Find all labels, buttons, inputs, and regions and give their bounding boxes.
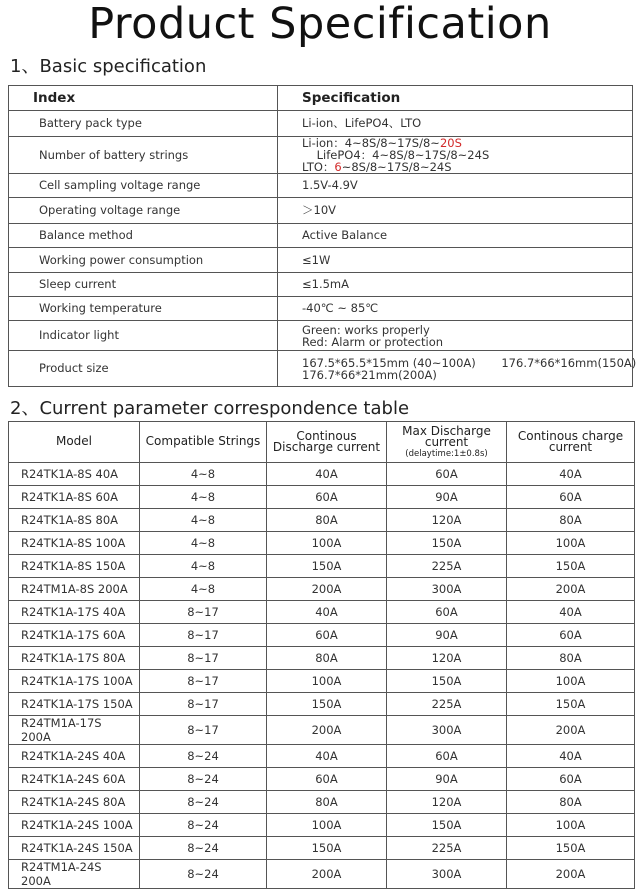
strings-cell: 8~24: [140, 768, 267, 791]
table-row: [9, 174, 633, 198]
discharge-cell: 150A: [267, 693, 387, 716]
discharge-cell: 100A: [267, 532, 387, 555]
table-row: [9, 745, 635, 768]
strings-cell: 8~17: [140, 670, 267, 693]
header-charge: [507, 422, 635, 463]
index-cell: Product size: [9, 351, 278, 387]
header-model: Model: [9, 422, 140, 463]
model-cell: R24TK1A-24S 150A: [9, 837, 140, 860]
discharge-cell: 80A: [267, 647, 387, 670]
param-table-body: [9, 463, 635, 889]
charge-cell: 40A: [507, 463, 635, 486]
index-cell: Indicator light: [9, 321, 278, 351]
max-discharge-cell: 300A: [387, 716, 507, 745]
table-row: [9, 647, 635, 670]
discharge-cell: 100A: [267, 814, 387, 837]
table-row: [9, 248, 633, 273]
table-row: [9, 351, 633, 387]
index-cell: Number of battery strings: [9, 137, 278, 174]
charge-cell: 80A: [507, 647, 635, 670]
charge-cell: 60A: [507, 768, 635, 791]
spec-cell: Li-ion、LifePO4、LTO: [278, 111, 633, 137]
charge-cell: 80A: [507, 791, 635, 814]
max-discharge-cell: 120A: [387, 791, 507, 814]
table-row: [9, 532, 635, 555]
model-cell: R24TK1A-8S 80A: [9, 509, 140, 532]
max-discharge-cell: 150A: [387, 670, 507, 693]
header-discharge: [267, 422, 387, 463]
strings-cell: 8~17: [140, 601, 267, 624]
discharge-cell: 150A: [267, 837, 387, 860]
table-row: [9, 321, 633, 351]
header-line: Discharge current: [272, 440, 381, 454]
current-parameter-table: [8, 421, 635, 889]
model-cell: R24TK1A-24S 80A: [9, 791, 140, 814]
basic-table-header: [9, 86, 633, 111]
charge-cell: 200A: [507, 716, 635, 745]
strings-cell: 8~24: [140, 745, 267, 768]
strings-cell: 8~17: [140, 647, 267, 670]
spec-line: Green: works properly: [302, 322, 430, 337]
max-discharge-cell: 300A: [387, 860, 507, 889]
model-cell: R24TM1A-24S 200A: [9, 860, 140, 889]
index-cell: Working power consumption: [9, 248, 278, 273]
table-row: [9, 693, 635, 716]
discharge-cell: 40A: [267, 463, 387, 486]
spec-cell: [278, 321, 633, 351]
strings-cell: 8~24: [140, 814, 267, 837]
table-row: [9, 716, 635, 745]
discharge-cell: 200A: [267, 578, 387, 601]
header-index: Index: [9, 86, 278, 111]
max-discharge-cell: 120A: [387, 509, 507, 532]
section-title-basic: 1、Basic specification: [10, 56, 207, 77]
header-spec: Specification: [278, 86, 633, 111]
header-line: Max Discharge: [402, 423, 491, 438]
spec-cell: 1.5V-4.9V: [278, 174, 633, 198]
table-row: [9, 555, 635, 578]
charge-cell: 200A: [507, 578, 635, 601]
spec-cell: Active Balance: [278, 224, 633, 248]
table-row: [9, 814, 635, 837]
max-discharge-cell: 60A: [387, 745, 507, 768]
discharge-cell: 150A: [267, 555, 387, 578]
model-cell: R24TM1A-8S 200A: [9, 578, 140, 601]
charge-cell: 200A: [507, 860, 635, 889]
header-max-discharge: [387, 422, 507, 463]
basic-spec-table: [8, 85, 637, 387]
header-line: Continous charge: [517, 428, 624, 443]
table-row: [9, 670, 635, 693]
max-discharge-cell: 90A: [387, 486, 507, 509]
discharge-cell: 200A: [267, 716, 387, 745]
spec-cell: ＞10V: [278, 198, 633, 224]
model-cell: R24TK1A-24S 100A: [9, 814, 140, 837]
charge-cell: 100A: [507, 670, 635, 693]
table-row: [9, 578, 635, 601]
charge-cell: 100A: [507, 814, 635, 837]
model-cell: R24TK1A-8S 100A: [9, 532, 140, 555]
charge-cell: 80A: [507, 509, 635, 532]
table-row: [9, 111, 633, 137]
strings-cell: 4~8: [140, 578, 267, 601]
spec-text: Li-ion：4~8S/8~17S/8~: [302, 136, 440, 150]
section-title-current: 2、Current parameter correspondence table: [10, 398, 410, 419]
model-cell: R24TM1A-17S 200A: [9, 716, 140, 745]
max-discharge-cell: 300A: [387, 578, 507, 601]
discharge-cell: 60A: [267, 486, 387, 509]
discharge-cell: 80A: [267, 509, 387, 532]
discharge-cell: 60A: [267, 624, 387, 647]
spec-cell: ≤1.5mA: [278, 273, 633, 297]
strings-cell: 4~8: [140, 509, 267, 532]
max-discharge-cell: 120A: [387, 647, 507, 670]
header-line: current: [548, 440, 593, 454]
discharge-cell: 60A: [267, 768, 387, 791]
table-row: [9, 224, 633, 248]
max-discharge-cell: 150A: [387, 532, 507, 555]
table-row: [9, 198, 633, 224]
strings-cell: 4~8: [140, 463, 267, 486]
spec-line: [302, 161, 628, 173]
table-row: [9, 137, 633, 174]
table-row: [9, 601, 635, 624]
charge-cell: 40A: [507, 601, 635, 624]
page-title: Product Specification: [88, 0, 552, 49]
table-row: [9, 463, 635, 486]
spec-cell: ≤1W: [278, 248, 633, 273]
spec-text: LTO：: [302, 160, 335, 174]
max-discharge-cell: 90A: [387, 768, 507, 791]
table-row: [9, 624, 635, 647]
charge-cell: 150A: [507, 693, 635, 716]
model-cell: R24TK1A-17S 60A: [9, 624, 140, 647]
strings-cell: 8~24: [140, 837, 267, 860]
strings-cell: 8~17: [140, 693, 267, 716]
model-cell: R24TK1A-8S 150A: [9, 555, 140, 578]
max-discharge-cell: 150A: [387, 814, 507, 837]
discharge-cell: 40A: [267, 745, 387, 768]
discharge-cell: 40A: [267, 601, 387, 624]
table-row: [9, 768, 635, 791]
index-cell: Working temperature: [9, 297, 278, 321]
model-cell: R24TK1A-24S 60A: [9, 768, 140, 791]
spec-line: 167.5*65.5*15mm (40~100A) 176.7*66*16mm(150A): [302, 355, 637, 370]
spec-text: ~8S/8~17S/8~24S: [341, 160, 452, 174]
spec-line: 176.7*66*21mm(200A): [302, 367, 437, 382]
index-cell: Cell sampling voltage range: [9, 174, 278, 198]
model-cell: R24TK1A-8S 40A: [9, 463, 140, 486]
spec-cell: -40℃ ~ 85℃: [278, 297, 633, 321]
strings-cell: 8~17: [140, 716, 267, 745]
table-row: [9, 837, 635, 860]
table-row: [9, 860, 635, 889]
spec-line: [302, 137, 628, 161]
strings-cell: 4~8: [140, 555, 267, 578]
table-row: [9, 509, 635, 532]
discharge-cell: 80A: [267, 791, 387, 814]
charge-cell: 150A: [507, 837, 635, 860]
header-line: Continous: [296, 428, 357, 443]
charge-cell: 60A: [507, 486, 635, 509]
index-cell: Operating voltage range: [9, 198, 278, 224]
header-line: current: [424, 435, 469, 449]
charge-cell: 60A: [507, 624, 635, 647]
spec-cell: [278, 137, 633, 174]
index-cell: Battery pack type: [9, 111, 278, 137]
header-subnote: (delaytime:1±0.8s): [405, 448, 488, 459]
model-cell: R24TK1A-8S 60A: [9, 486, 140, 509]
model-cell: R24TK1A-17S 80A: [9, 647, 140, 670]
max-discharge-cell: 60A: [387, 463, 507, 486]
table-row: [9, 486, 635, 509]
strings-cell: 4~8: [140, 486, 267, 509]
spec-highlight: 6: [334, 160, 342, 174]
model-cell: R24TK1A-17S 150A: [9, 693, 140, 716]
max-discharge-cell: 225A: [387, 555, 507, 578]
charge-cell: 150A: [507, 555, 635, 578]
charge-cell: 100A: [507, 532, 635, 555]
spec-highlight: 20S: [439, 136, 462, 150]
header-strings: Compatible Strings: [140, 422, 267, 463]
spec-line: Red: Alarm or protection: [302, 334, 444, 349]
discharge-cell: 100A: [267, 670, 387, 693]
table-row: [9, 297, 633, 321]
param-table-header: [9, 422, 635, 463]
model-cell: R24TK1A-24S 40A: [9, 745, 140, 768]
strings-cell: 4~8: [140, 532, 267, 555]
max-discharge-cell: 225A: [387, 693, 507, 716]
index-cell: Balance method: [9, 224, 278, 248]
spec-text: LifePO4：4~8S/8~17S/8~24S: [302, 148, 490, 162]
table-row: [9, 273, 633, 297]
strings-cell: 8~24: [140, 791, 267, 814]
strings-cell: 8~24: [140, 860, 267, 889]
model-cell: R24TK1A-17S 100A: [9, 670, 140, 693]
charge-cell: 40A: [507, 745, 635, 768]
strings-cell: 8~17: [140, 624, 267, 647]
table-row: [9, 791, 635, 814]
spec-cell: [278, 351, 637, 387]
max-discharge-cell: 90A: [387, 624, 507, 647]
max-discharge-cell: 225A: [387, 837, 507, 860]
model-cell: R24TK1A-17S 40A: [9, 601, 140, 624]
index-cell: Sleep current: [9, 273, 278, 297]
max-discharge-cell: 60A: [387, 601, 507, 624]
discharge-cell: 200A: [267, 860, 387, 889]
